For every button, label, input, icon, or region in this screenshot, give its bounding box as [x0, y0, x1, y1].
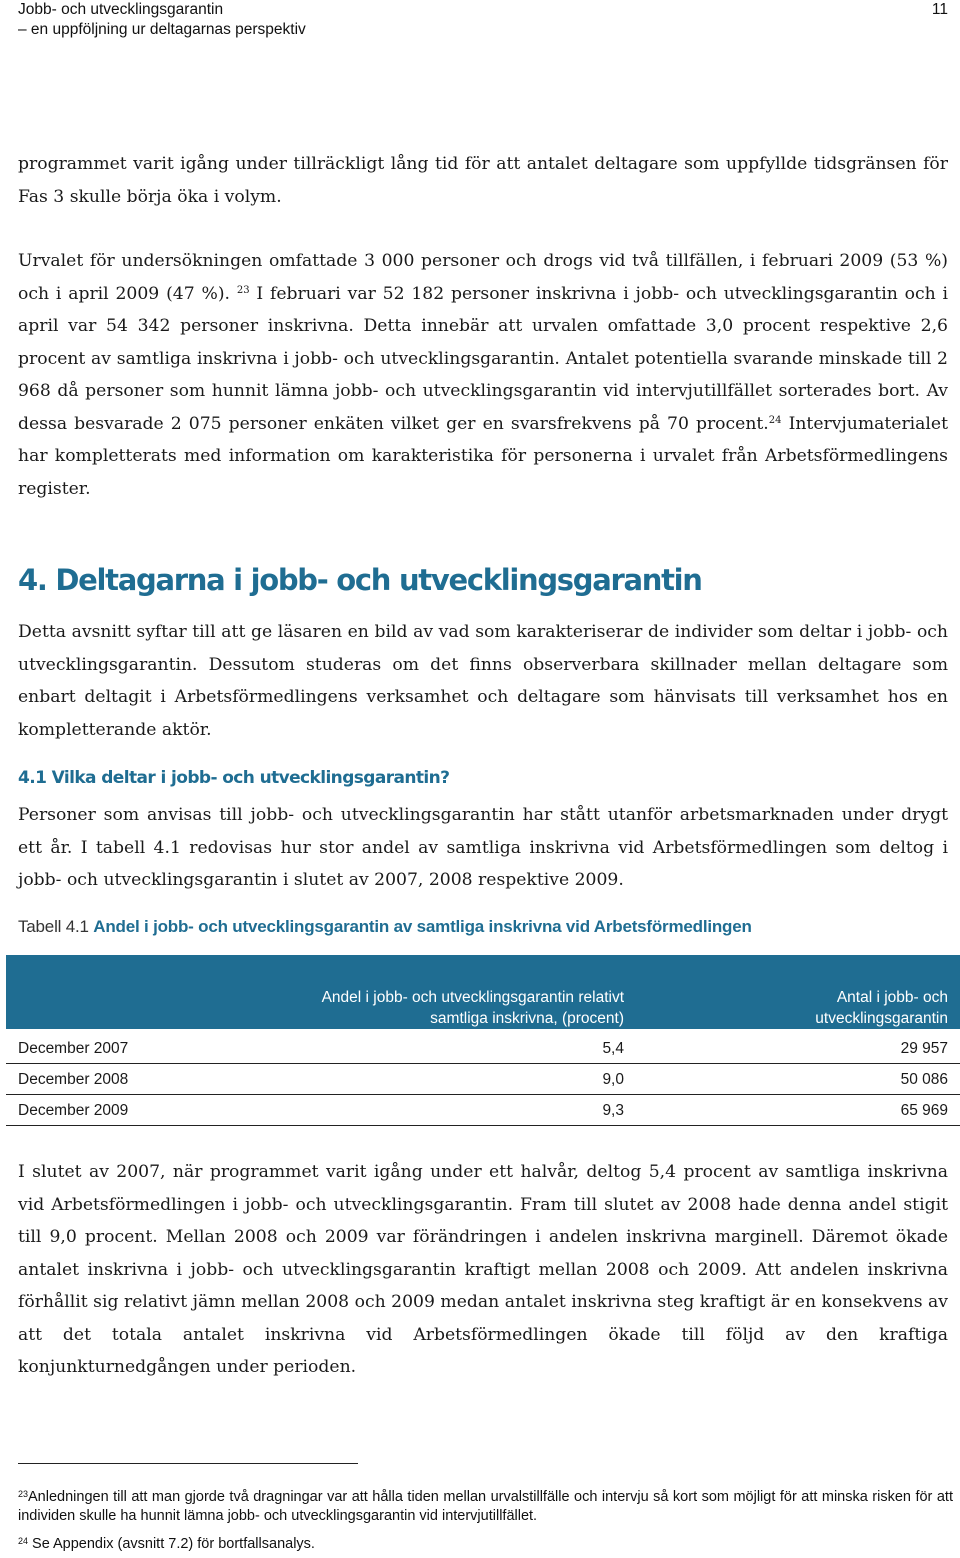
- header-title: Jobb- och utvecklingsgarantin: [18, 1, 224, 18]
- row-label: December 2009: [18, 1102, 129, 1119]
- footnote-ref-24[interactable]: 24: [768, 414, 782, 426]
- running-header: [18, 0, 948, 40]
- table-header-share: Andel i jobb- och utvecklingsgarantin relativt samtliga inskrivna, (procent): [321, 989, 624, 1027]
- table-row: [6, 1094, 960, 1126]
- row-share: 9,3: [602, 1102, 624, 1119]
- subsection-heading-4-1: 4.1 Vilka deltar i jobb- och utvecklingsgarantin?: [18, 768, 450, 788]
- sample-text-a: Urvalet för undersökningen omfattade 3 000 personer och drogs vid två tillfällen, i februari 2009 (53 %) och i april 2009 (47 %).: [18, 251, 948, 304]
- row-label: December 2007: [18, 1040, 129, 1057]
- row-count: 65 969: [900, 1102, 948, 1119]
- footnote-divider: [18, 1463, 358, 1464]
- row-count: 29 957: [900, 1040, 948, 1057]
- table-row: [6, 1063, 960, 1095]
- row-share: 5,4: [602, 1040, 624, 1057]
- table-row: [6, 1032, 960, 1064]
- row-label: December 2008: [18, 1071, 129, 1088]
- footnote-ref-23[interactable]: 23: [236, 284, 250, 296]
- paragraph-participants: Personer som anvisas till jobb- och utvecklingsgarantin har stått utanför arbetsmarknaden under drygt ett år. I tabell 4.1 redovisas hur stor andel av samtliga inskrivna vid Arbetsförmedlingen som deltog i jobb- och utvecklingsgarantin i slutet av 2007, 2008 respektive 2009.: [18, 805, 948, 890]
- table-caption-title: Andel i jobb- och utvecklingsgarantin av samtliga inskrivna vid Arbetsförmedlingen: [93, 917, 752, 936]
- footnote-23: [18, 1488, 953, 1526]
- section-heading-4: 4. Deltagarna i jobb- och utvecklingsgarantin: [18, 563, 702, 597]
- footnote-text: Se Appendix (avsnitt 7.2) för bortfallsanalys.: [28, 1536, 315, 1552]
- page-number: 11: [931, 1, 948, 18]
- sample-text-c: Intervjumaterialet har kompletterats med information om karakteristika för personerna i urvalet från Arbetsförmedlingens register.: [18, 413, 948, 499]
- row-share: 9,0: [602, 1071, 624, 1088]
- footnote-number: 24: [18, 1536, 29, 1546]
- table-caption-label: Tabell 4.1: [18, 917, 94, 936]
- footnote-text: Anledningen till att man gjorde två dragningar var att hålla tiden mellan urvalstillfälle och intervju så kort som möjligt för att minska risken för att individen skulle ha hunnit lämna jobb- och utvecklingsgarantin vid intervjutillfället.: [18, 1489, 953, 1524]
- paragraph-sample: [18, 245, 948, 505]
- table-caption: [18, 917, 752, 937]
- footnote-number: 23: [18, 1489, 29, 1499]
- table-header-count: Antal i jobb- och utvecklingsgarantin: [815, 989, 948, 1027]
- paragraph-section-purpose: Detta avsnitt syftar till att ge läsaren en bild av vad som karakteriserar de individer som deltar i jobb- och utvecklingsgarantin. Dessutom studeras om det finns observerbara skillnader mellan deltagare som enbart deltagit i Arbetsförmedlingens verksamhet och deltagare som hänvisats till verksamhet hos en kompletterande aktör.: [18, 622, 948, 740]
- paragraph-intro-continued: programmet varit igång under tillräckligt lång tid för att antalet deltagare som uppfyllde tidsgränsen för Fas 3 skulle börja öka i volym.: [18, 154, 948, 207]
- row-count: 50 086: [900, 1071, 948, 1088]
- sample-text-b: I februari var 52 182 personer inskrivna i jobb- och utvecklingsgarantin och i april var 54 342 personer inskrivna. Detta innebär att urvalen omfattade 3,0 procent respektive 2,6 procent av samtliga inskrivna i jobb- och utvecklingsgarantin. Antalet potentiella svarande minskade till 2 968 då personer som hunnit lämna jobb- och utvecklingsgarantin vid intervjutillfället sorterades bort. Av dessa besvarade 2 075 personer enkäten vilket ger en svarsfrekvens på 70 procent.: [18, 283, 948, 434]
- paragraph-analysis: I slutet av 2007, när programmet varit igång under ett halvår, deltog 5,4 procent av samtliga inskrivna vid Arbetsförmedlingen i jobb- och utvecklingsgarantin. Fram till slutet av 2008 hade denna andel stigit till 9,0 procent. Mellan 2008 och 2009 var förändringen i andelen inskrivna marginell. Däremot ökade antalet inskrivna i jobb- och utvecklingsgarantin kraftigt mellan 2008 och 2009. Att andelen inskrivna förhållit sig relativt jämn mellan 2008 och 2009 medan antalet inskrivna steg kraftigt är en konsekvens av att det totala antalet inskrivna vid Arbetsförmedlingen ökade till följd av den kraftiga konjunkturnedgången under perioden.: [18, 1162, 948, 1377]
- header-subtitle: – en uppföljning ur deltagarnas perspektiv: [18, 21, 306, 38]
- footnote-24: [18, 1535, 953, 1554]
